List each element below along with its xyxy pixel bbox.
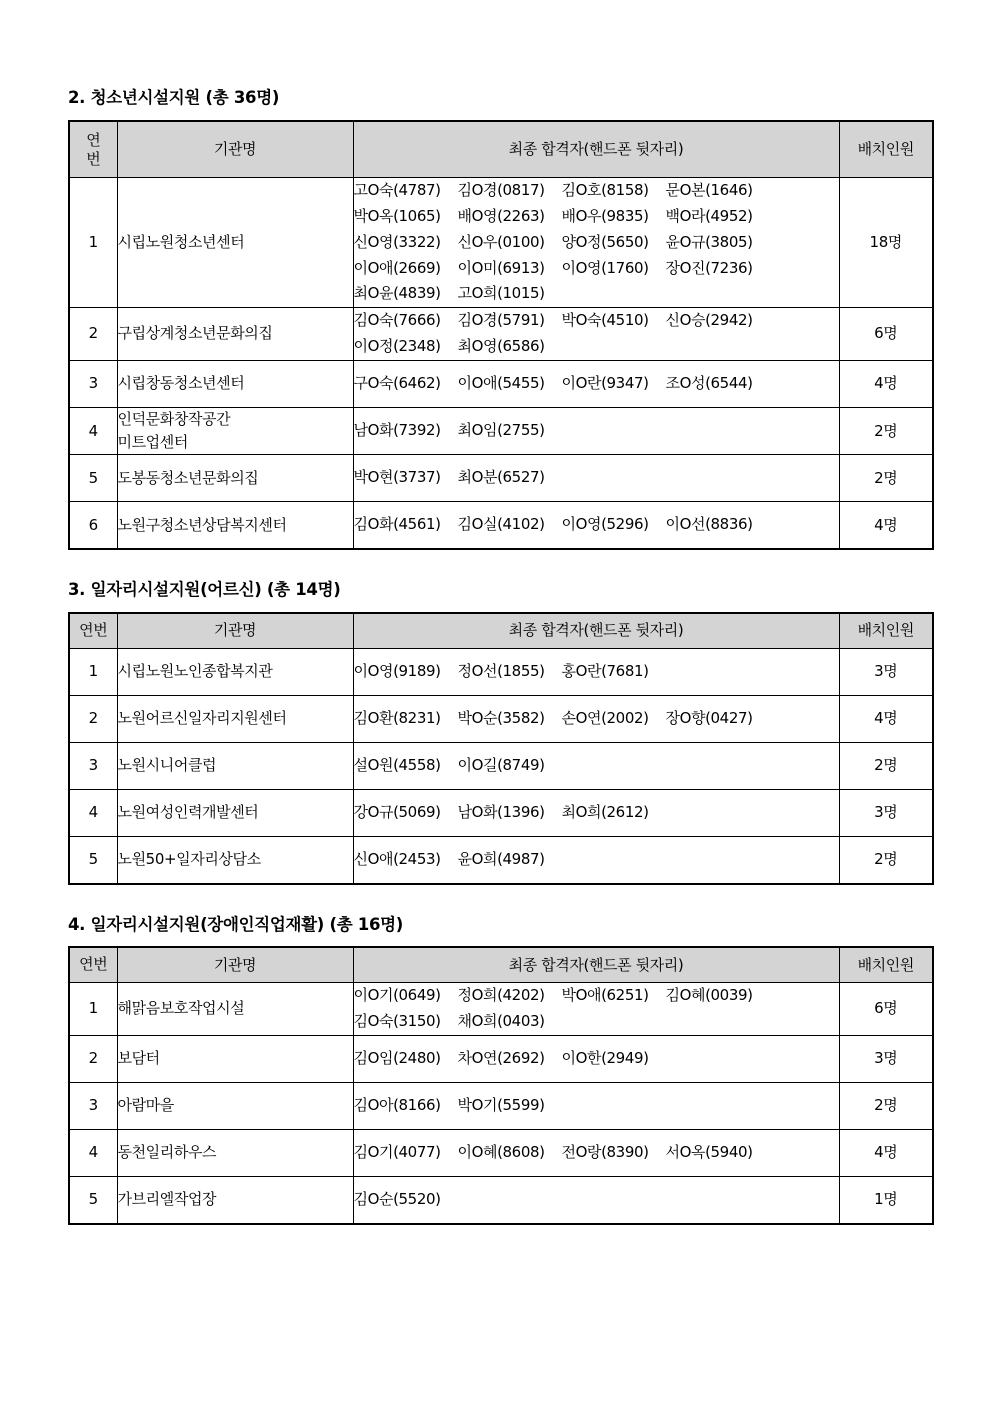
section-heading: 4. 일자리시설지원(장애인직업재활) (총 16명) [68,914,404,934]
cell-organization-name [117,648,353,695]
candidate-entry: 신O영(3322) [353,232,441,251]
candidate-entry: 이O기(0649) [353,985,441,1004]
column-header-candidates: 최종 합격자(핸드폰 뒷자리) [353,613,839,648]
organization-name-line: 동천일리하우스 [117,1142,217,1161]
cell-row-number: 4 [69,407,117,455]
candidate-line [354,1093,839,1119]
cell-organization-name [117,1176,353,1224]
cell-assigned-count: 2명 [839,455,933,502]
candidate-entry: 손O연(2002) [561,708,649,727]
cell-assigned-count: 2명 [839,836,933,884]
candidate-line [354,659,839,685]
candidate-entry: 최O윤(4839) [353,284,441,303]
cell-assigned-count: 2명 [839,407,933,455]
section-3 [68,915,932,1225]
cell-row-number: 5 [69,455,117,502]
organization-name-line: 보담터 [117,1048,160,1067]
candidate-entry: 이O선(8836) [665,515,753,534]
candidate-line [354,281,839,307]
organization-name-line: 해맑음보호작업시설 [117,999,245,1018]
candidate-entry: 이O영(1760) [561,258,649,277]
candidate-line [354,847,839,873]
cell-assigned-count: 4명 [839,695,933,742]
candidate-entry: 박O현(3737) [353,468,441,487]
section-heading: 2. 청소년시설지원 (총 36명) [68,88,280,107]
candidate-entry: 장O진(7236) [665,258,753,277]
candidate-entry: 김O아(8166) [353,1095,441,1114]
cell-candidates [353,648,839,695]
candidate-entry: 차O연(2692) [457,1048,545,1067]
organization-name-line: 아람마을 [117,1095,174,1114]
candidate-entry: 문O본(1646) [665,181,753,200]
cell-candidates [353,742,839,789]
cell-organization-name [117,502,353,550]
column-header-no-line: 연번 [79,955,108,974]
candidate-entry: 남O화(7392) [353,421,441,440]
cell-row-number: 3 [69,360,117,407]
candidate-line [354,465,839,491]
cell-candidates [353,178,839,308]
column-header-count: 배치인원 [839,613,933,648]
candidate-entry: 홍O란(7681) [561,661,649,680]
column-header-no-line: 연 [86,130,101,149]
candidate-entry: 신O애(2453) [353,849,441,868]
cell-candidates [353,836,839,884]
cell-organization-name [117,1129,353,1176]
candidate-entry: 이O한(2949) [561,1048,649,1067]
organization-name-line: 노원어르신일자리지원센터 [117,709,287,728]
cell-organization-name [117,789,353,836]
candidate-entry: 이O혜(8608) [457,1142,545,1161]
cell-row-number: 5 [69,836,117,884]
table-row [69,1082,933,1129]
cell-row-number: 1 [69,178,117,308]
cell-organization-name [117,178,353,308]
candidate-entry: 김O혜(0039) [665,985,753,1004]
sections-container [68,88,932,1225]
candidate-line [354,308,839,334]
cell-assigned-count: 3명 [839,789,933,836]
cell-assigned-count: 6명 [839,308,933,361]
candidate-entry: 최O임(2755) [457,421,545,440]
candidate-entry: 고O희(1015) [457,284,545,303]
table-row [69,789,933,836]
column-header-no [69,613,117,648]
table-row [69,407,933,455]
organization-name-line: 노원50+일자리상담소 [117,850,261,869]
cell-candidates [353,1176,839,1224]
candidate-entry: 김O실(4102) [457,515,545,534]
candidate-entry: 신O승(2942) [665,311,753,330]
cell-row-number: 3 [69,742,117,789]
candidate-entry: 김O순(5520) [353,1189,441,1208]
candidate-entry: 신O우(0100) [457,232,545,251]
cell-assigned-count: 3명 [839,1035,933,1082]
candidate-entry: 박O숙(4510) [561,311,649,330]
section-spacer [68,885,932,915]
table-header-row [69,947,933,982]
cell-organization-name [117,455,353,502]
cell-organization-name [117,1082,353,1129]
candidate-entry: 강O규(5069) [353,802,441,821]
cell-assigned-count: 6명 [839,982,933,1035]
candidate-entry: 김O화(4561) [353,515,441,534]
cell-assigned-count: 2명 [839,1082,933,1129]
cell-assigned-count: 4명 [839,502,933,550]
cell-organization-name [117,836,353,884]
candidate-line [354,371,839,397]
candidate-entry: 이O미(6913) [457,258,545,277]
cell-candidates [353,789,839,836]
candidate-entry: 최O영(6586) [457,337,545,356]
column-header-candidates: 최종 합격자(핸드폰 뒷자리) [353,947,839,982]
table-header-row [69,613,933,648]
column-header-org: 기관명 [117,613,353,648]
candidate-line [354,1046,839,1072]
cell-candidates [353,1035,839,1082]
organization-name-line: 도봉동청소년문화의집 [117,468,259,487]
column-header-org: 기관명 [117,947,353,982]
cell-organization-name [117,308,353,361]
cell-row-number: 1 [69,982,117,1035]
table-row [69,1129,933,1176]
column-header-candidates: 최종 합격자(핸드폰 뒷자리) [353,121,839,178]
candidate-entry: 윤O희(4987) [457,849,545,868]
section-2 [68,580,932,914]
cell-candidates [353,982,839,1035]
candidate-entry: 김O숙(7666) [353,311,441,330]
cell-assigned-count: 18명 [839,178,933,308]
candidate-entry: 배O우(9835) [561,207,649,226]
candidate-line [354,1140,839,1166]
candidate-entry: 김O기(4077) [353,1142,441,1161]
candidate-entry: 남O화(1396) [457,802,545,821]
candidate-entry: 박O기(5599) [457,1095,545,1114]
candidate-entry: 김O숙(3150) [353,1011,441,1030]
candidate-entry: 이O영(5296) [561,515,649,534]
cell-candidates [353,360,839,407]
cell-assigned-count: 2명 [839,742,933,789]
candidate-entry: 전O랑(8390) [561,1142,649,1161]
cell-assigned-count: 1명 [839,1176,933,1224]
table-row [69,360,933,407]
candidate-line [354,256,839,282]
cell-organization-name [117,742,353,789]
candidate-entry: 채O희(0403) [457,1011,545,1030]
candidate-entry: 양O정(5650) [561,232,649,251]
table-row [69,502,933,550]
section-1 [68,88,932,580]
table-row [69,742,933,789]
candidate-line [354,230,839,256]
table-header-row [69,121,933,178]
cell-row-number: 5 [69,1176,117,1224]
results-table [68,612,934,885]
table-row [69,982,933,1035]
organization-name-line: 가브리엘작업장 [117,1189,217,1208]
candidate-entry: 구O숙(6462) [353,373,441,392]
cell-organization-name [117,360,353,407]
candidate-entry: 박O애(6251) [561,985,649,1004]
organization-name-line: 시립노원청소년센터 [117,233,245,252]
candidate-entry: 조O성(6544) [665,373,753,392]
table-row [69,648,933,695]
organization-name-line: 인덕문화창작공간 [117,409,231,428]
table-row [69,836,933,884]
cell-candidates [353,502,839,550]
column-header-no-line: 번 [86,149,101,168]
table-row [69,308,933,361]
cell-row-number: 1 [69,648,117,695]
candidate-entry: 설O원(4558) [353,755,441,774]
table-row [69,695,933,742]
candidate-entry: 이O길(8749) [457,755,545,774]
candidate-entry: 박O옥(1065) [353,207,441,226]
candidate-entry: 백O라(4952) [665,207,753,226]
cell-row-number: 4 [69,1129,117,1176]
column-header-no [69,121,117,178]
cell-organization-name [117,407,353,455]
cell-organization-name [117,982,353,1035]
candidate-entry: 고O숙(4787) [353,181,441,200]
candidate-entry: 김O경(0817) [457,181,545,200]
candidate-line [354,706,839,732]
cell-assigned-count: 4명 [839,1129,933,1176]
cell-row-number: 2 [69,1035,117,1082]
cell-row-number: 4 [69,789,117,836]
section-heading: 3. 일자리시설지원(어르신) (총 14명) [68,580,341,600]
candidate-line [354,418,839,444]
organization-name-line: 시립창동청소년센터 [117,374,245,393]
candidate-entry: 이O영(9189) [353,661,441,680]
candidate-line [354,800,839,826]
candidate-entry: 김O환(8231) [353,708,441,727]
candidate-entry: 서O옥(5940) [665,1142,753,1161]
section-spacer [68,550,932,580]
cell-organization-name [117,695,353,742]
candidate-line [354,204,839,230]
results-table [68,120,934,551]
column-header-org: 기관명 [117,121,353,178]
table-row [69,455,933,502]
table-row [69,178,933,308]
cell-candidates [353,455,839,502]
cell-candidates [353,1082,839,1129]
organization-name-line: 노원구청소년상담복지센터 [117,515,287,534]
results-table [68,946,934,1224]
candidate-entry: 이O정(2348) [353,337,441,356]
candidate-entry: 이O애(2669) [353,258,441,277]
candidate-line [354,1009,839,1035]
candidate-entry: 최O분(6527) [457,468,545,487]
column-header-no-line: 연번 [79,621,108,640]
candidate-entry: 이O애(5455) [457,373,545,392]
cell-row-number: 2 [69,308,117,361]
candidate-entry: 이O란(9347) [561,373,649,392]
organization-name-line: 미트업센터 [117,433,188,452]
candidate-entry: 윤O규(3805) [665,232,753,251]
candidate-line [354,1187,839,1213]
candidate-entry: 김O임(2480) [353,1048,441,1067]
table-row [69,1176,933,1224]
organization-name-line: 시립노원노인종합복지관 [117,662,273,681]
cell-candidates [353,407,839,455]
cell-candidates [353,695,839,742]
organization-name-line: 노원여성인력개발센터 [117,803,259,822]
cell-assigned-count: 4명 [839,360,933,407]
cell-organization-name [117,1035,353,1082]
candidate-entry: 박O순(3582) [457,708,545,727]
cell-row-number: 6 [69,502,117,550]
column-header-no [69,947,117,982]
cell-candidates [353,308,839,361]
candidate-entry: 정O선(1855) [457,661,545,680]
candidate-entry: 최O희(2612) [561,802,649,821]
table-row [69,1035,933,1082]
candidate-entry: 배O영(2263) [457,207,545,226]
organization-name-line: 노원시니어클럽 [117,756,217,775]
cell-row-number: 3 [69,1082,117,1129]
column-header-count: 배치인원 [839,121,933,178]
cell-assigned-count: 3명 [839,648,933,695]
candidate-line [354,753,839,779]
candidate-line [354,512,839,538]
cell-candidates [353,1129,839,1176]
candidate-line [354,178,839,204]
candidate-entry: 김O호(8158) [561,181,649,200]
cell-row-number: 2 [69,695,117,742]
candidate-entry: 장O향(0427) [665,708,753,727]
candidate-entry: 정O희(4202) [457,985,545,1004]
organization-name-line: 구립상계청소년문화의집 [117,324,273,343]
column-header-count: 배치인원 [839,947,933,982]
candidate-line [354,334,839,360]
candidate-entry: 김O경(5791) [457,311,545,330]
candidate-line [354,983,839,1009]
